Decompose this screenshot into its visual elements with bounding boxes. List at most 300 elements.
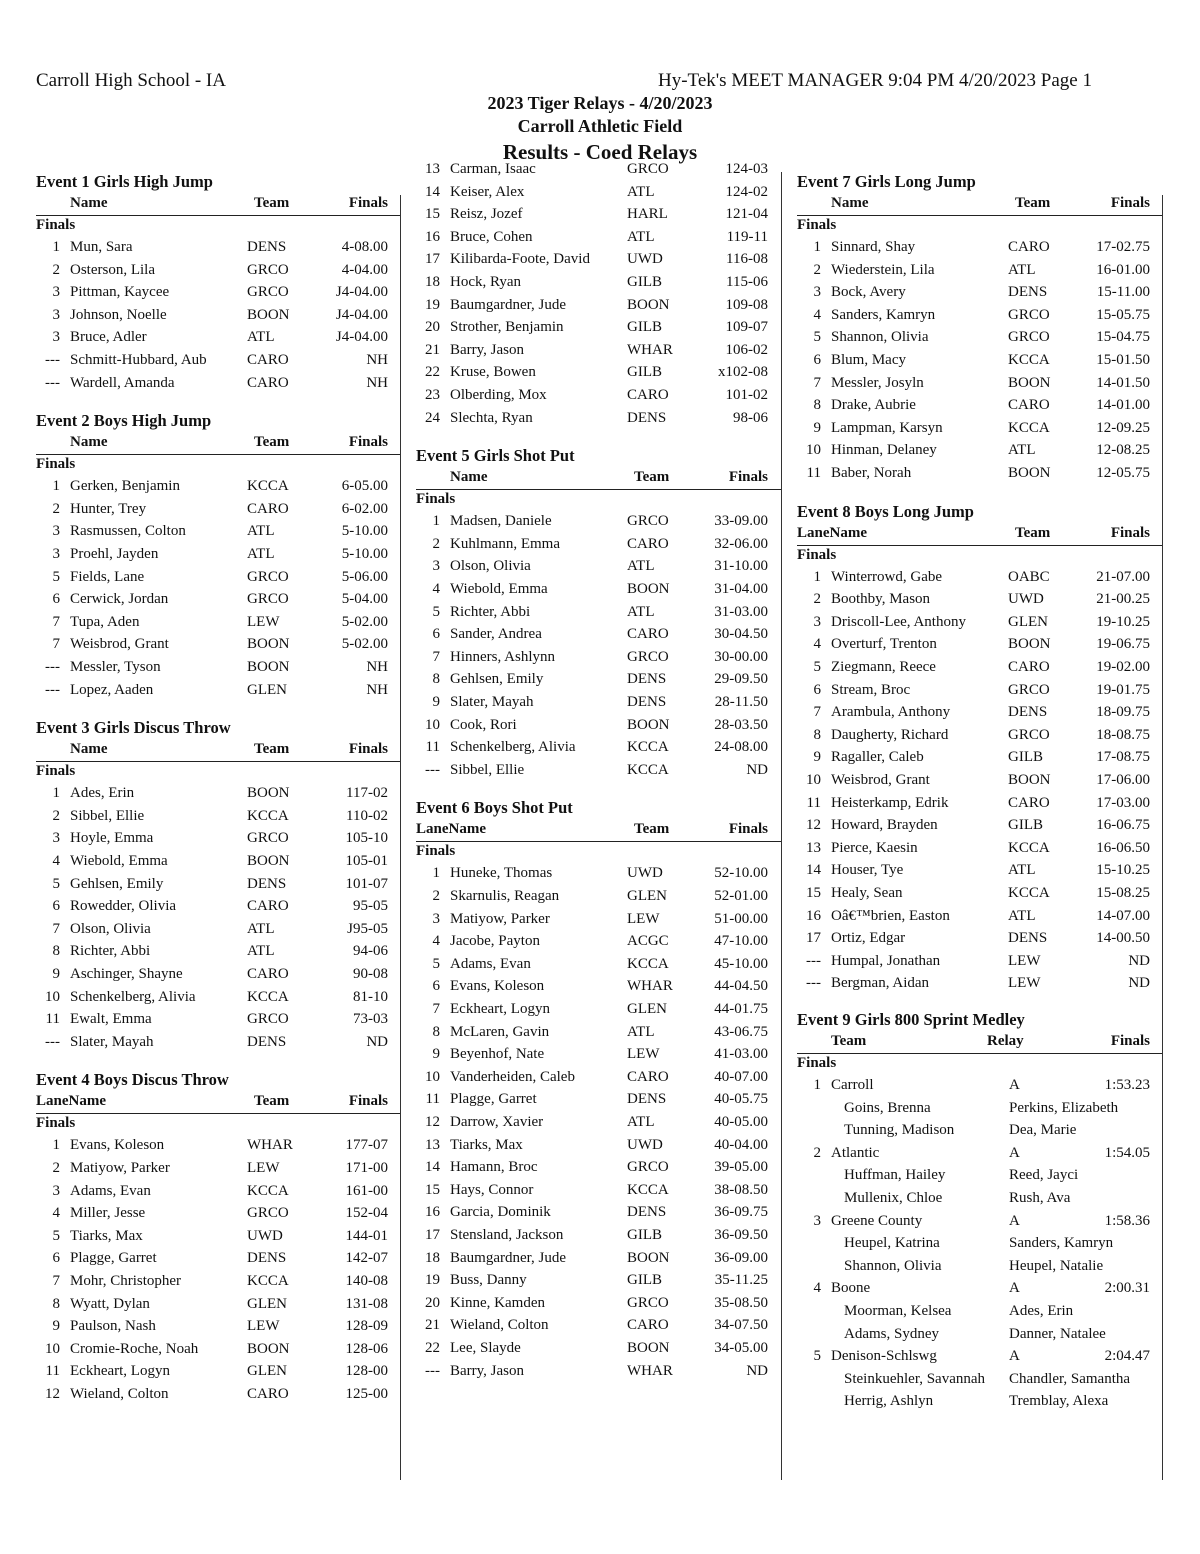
- team-code: BOON: [247, 636, 290, 653]
- team-code: ATL: [627, 1023, 655, 1040]
- team-code: DENS: [1008, 704, 1048, 721]
- place: 6: [52, 898, 60, 915]
- athlete-name: Driscoll-Lee, Anthony: [831, 613, 966, 630]
- athlete-name: Pittman, Kaycee: [70, 284, 170, 301]
- place: 11: [425, 1091, 440, 1108]
- place: 1: [813, 239, 821, 255]
- result-row: [797, 307, 1163, 329]
- team-code: GRCO: [1008, 329, 1050, 346]
- place: 13: [425, 161, 440, 177]
- result-row: [416, 184, 781, 206]
- team-code: ATL: [247, 920, 275, 937]
- relay-runners-row: [797, 1258, 1163, 1280]
- final-mark: J95-05: [347, 920, 388, 937]
- team-code: CARO: [1008, 794, 1050, 811]
- athlete-name: Eckheart, Logyn: [450, 1001, 550, 1017]
- place: 1: [52, 239, 60, 255]
- relay-team-name: Carroll: [831, 1077, 874, 1093]
- result-row: [797, 840, 1163, 862]
- place: 23: [425, 387, 440, 403]
- team-code: CARO: [627, 626, 669, 643]
- final-mark: 36-09.00: [714, 1249, 768, 1266]
- athlete-name: Cook, Rori: [450, 716, 517, 733]
- event-table-header: [36, 432, 401, 455]
- place: 3: [432, 910, 440, 927]
- place: 6: [432, 626, 440, 643]
- final-mark: 95-05: [353, 898, 388, 915]
- finals-section-label: Finals: [416, 491, 456, 508]
- place: ---: [425, 761, 440, 778]
- runner-name: Danner, Natalee: [1009, 1325, 1106, 1342]
- result-row: [416, 717, 781, 739]
- name-column-header: Name: [831, 195, 869, 211]
- result-row: [797, 795, 1163, 817]
- final-mark: 6-02.00: [341, 500, 388, 517]
- team-column-header: Team: [831, 1033, 867, 1049]
- place: 7: [813, 704, 821, 721]
- final-mark: 30-04.50: [714, 626, 768, 643]
- result-row: [797, 420, 1163, 442]
- place: ---: [45, 352, 60, 368]
- final-mark: 12-08.25: [1096, 442, 1150, 459]
- result-row: [416, 1295, 781, 1317]
- athlete-name: Gerken, Benjamin: [70, 478, 180, 495]
- place: 1: [52, 1137, 60, 1154]
- final-mark: 142-07: [345, 1250, 388, 1267]
- result-row: [416, 410, 781, 432]
- athlete-name: Healy, Sean: [831, 885, 903, 901]
- team-code: KCCA: [627, 1181, 669, 1198]
- result-row: [797, 569, 1163, 591]
- athlete-name: Messler, Tyson: [70, 659, 161, 675]
- name-column-header: Name: [70, 434, 108, 451]
- athlete-name: Kilibarda-Foote, David: [450, 251, 590, 268]
- final-mark: 15-11.00: [1096, 284, 1150, 301]
- final-mark: NH: [366, 681, 388, 698]
- team-code: GRCO: [247, 1205, 289, 1222]
- athlete-name: Jacobe, Payton: [450, 933, 540, 950]
- final-mark: NH: [366, 352, 388, 368]
- event-table-header: [797, 523, 1163, 546]
- result-row: [797, 817, 1163, 839]
- column-divider: [400, 195, 401, 1480]
- place: 13: [806, 839, 821, 856]
- final-mark: 32-06.00: [714, 535, 768, 552]
- team-code: ATL: [247, 546, 275, 562]
- relay-runners-row: [797, 1100, 1163, 1122]
- final-mark: 19-01.75: [1096, 681, 1150, 698]
- team-column-header: Team: [254, 195, 290, 211]
- team-code: ATL: [247, 329, 275, 346]
- athlete-name: Sibbel, Ellie: [70, 807, 145, 824]
- relay-letter: A: [1009, 1348, 1020, 1365]
- final-mark: 12-05.75: [1096, 465, 1150, 481]
- finals-section-label: Finals: [797, 217, 837, 233]
- place: 24: [425, 409, 440, 426]
- team-code: WHAR: [247, 1137, 293, 1154]
- place: 1: [813, 1077, 821, 1093]
- final-mark: 29-09.50: [714, 671, 768, 688]
- athlete-name: Madsen, Daniele: [450, 513, 552, 530]
- athlete-name: Ragaller, Caleb: [831, 749, 924, 766]
- place: 18: [425, 1249, 440, 1266]
- place: 6: [813, 352, 821, 368]
- final-mark: 34-05.00: [714, 1340, 768, 1356]
- place: 5: [813, 1348, 821, 1365]
- final-mark: 124-03: [725, 161, 768, 177]
- relay-time: 2:00.31: [1104, 1280, 1150, 1297]
- athlete-name: Baumgardner, Jude: [450, 296, 567, 313]
- team-column-header: Team: [1015, 195, 1051, 211]
- runner-name: Huffman, Hailey: [844, 1167, 946, 1184]
- result-row: [797, 908, 1163, 930]
- result-row: [36, 352, 401, 374]
- relay-runners-row: [797, 1393, 1163, 1415]
- final-mark: ND: [746, 1362, 768, 1379]
- place: 11: [425, 739, 440, 756]
- final-mark: 44-01.75: [714, 1001, 768, 1017]
- team-code: CARO: [247, 352, 289, 368]
- relay-team-name: Boone: [831, 1280, 871, 1297]
- result-row: [797, 682, 1163, 704]
- result-row: [797, 614, 1163, 636]
- finals-column-header: Finals: [348, 434, 388, 451]
- event-table-header: [36, 193, 401, 216]
- event-title: Event 8 Boys Long Jump: [797, 501, 974, 521]
- athlete-name: Evans, Koleson: [70, 1137, 165, 1154]
- team-column-header: Team: [634, 469, 670, 486]
- result-row: [36, 808, 401, 830]
- team-code: WHAR: [627, 978, 673, 995]
- finals-column-header: Finals: [1110, 1033, 1150, 1049]
- final-mark: x102-08: [718, 364, 768, 381]
- runner-name: Mullenix, Chloe: [844, 1190, 943, 1206]
- result-row: [36, 591, 401, 613]
- event-title: Event 3 Girls Discus Throw: [36, 718, 231, 738]
- athlete-name: Osterson, Lila: [70, 261, 155, 278]
- place: 3: [813, 1212, 821, 1229]
- result-row: [36, 876, 401, 898]
- place: 2: [813, 261, 821, 278]
- final-mark: 15-05.75: [1096, 306, 1150, 323]
- place: 10: [425, 1068, 440, 1085]
- athlete-name: Stensland, Jackson: [450, 1227, 564, 1243]
- place: 3: [52, 830, 60, 847]
- finals-column-header: Finals: [1110, 195, 1150, 211]
- team-code: ATL: [247, 943, 275, 960]
- final-mark: 14-01.00: [1096, 397, 1150, 414]
- athlete-name: Baber, Norah: [831, 465, 912, 481]
- column-divider: [781, 172, 782, 1480]
- event-table-header: [416, 819, 781, 842]
- result-row: [797, 591, 1163, 613]
- final-mark: 15-01.50: [1096, 352, 1150, 368]
- result-row: [416, 1182, 781, 1204]
- result-row: [797, 239, 1163, 261]
- result-row: [416, 581, 781, 603]
- team-column-header: Team: [254, 434, 290, 451]
- athlete-name: Strother, Benjamin: [450, 319, 564, 336]
- team-code: CARO: [627, 1317, 669, 1334]
- event-table-header: [797, 193, 1163, 216]
- result-row: [36, 1011, 401, 1033]
- place: 17: [425, 1227, 440, 1243]
- team-code: UWD: [627, 251, 663, 268]
- athlete-name: Cromie-Roche, Noah: [70, 1340, 199, 1357]
- runner-name: Shannon, Olivia: [844, 1257, 942, 1274]
- result-row: [797, 885, 1163, 907]
- athlete-name: Weisbrod, Grant: [70, 636, 169, 653]
- athlete-name: Rasmussen, Colton: [70, 523, 186, 540]
- place: 3: [52, 1182, 60, 1199]
- finals-column-header: Finals: [728, 821, 768, 838]
- team-code: DENS: [247, 875, 287, 892]
- place: 8: [432, 671, 440, 688]
- final-mark: J4-04.00: [335, 329, 388, 346]
- athlete-name: Cerwick, Jordan: [70, 591, 169, 608]
- team-code: LEW: [1008, 975, 1041, 992]
- result-row: [416, 536, 781, 558]
- place: 22: [425, 1340, 440, 1356]
- team-code: GRCO: [247, 830, 289, 847]
- team-code: ATL: [627, 603, 655, 620]
- team-code: GILB: [1008, 817, 1043, 834]
- team-code: ATL: [1008, 907, 1036, 924]
- relay-team-name: Greene County: [831, 1212, 923, 1229]
- finals-column-header: Finals: [348, 195, 388, 211]
- team-code: GRCO: [247, 568, 289, 585]
- athlete-name: Wieland, Colton: [450, 1317, 549, 1334]
- result-row: [797, 772, 1163, 794]
- result-row: [797, 442, 1163, 464]
- final-mark: 14-07.00: [1096, 907, 1150, 924]
- place: 5: [52, 875, 60, 892]
- place: 9: [813, 749, 821, 766]
- name-column-header: Name: [450, 469, 488, 486]
- result-row: [36, 1386, 401, 1408]
- result-row: [797, 397, 1163, 419]
- athlete-name: Garcia, Dominik: [450, 1204, 551, 1221]
- result-row: [36, 284, 401, 306]
- athlete-name: Lopez, Aaden: [70, 681, 154, 698]
- result-row: [416, 1137, 781, 1159]
- athlete-name: Lee, Slayde: [450, 1340, 521, 1356]
- final-mark: 98-06: [733, 409, 768, 426]
- place: 5: [813, 329, 821, 346]
- place: 17: [425, 251, 440, 268]
- athlete-name: Richter, Abbi: [450, 603, 531, 620]
- event-title: Event 1 Girls High Jump: [36, 172, 213, 191]
- place: 7: [432, 648, 440, 665]
- runner-name: Chandler, Samantha: [1009, 1370, 1131, 1387]
- team-code: GRCO: [247, 591, 289, 608]
- final-mark: 101-02: [725, 387, 768, 403]
- final-mark: 15-08.25: [1096, 885, 1150, 901]
- result-row: [416, 1001, 781, 1023]
- final-mark: 45-10.00: [714, 955, 768, 972]
- result-row: [416, 933, 781, 955]
- team-code: CARO: [247, 966, 289, 982]
- athlete-name: Hays, Connor: [450, 1181, 534, 1198]
- place: 2: [52, 500, 60, 517]
- place: 19: [425, 1272, 440, 1289]
- athlete-name: Carman, Isaac: [450, 161, 536, 177]
- runner-name: Dea, Marie: [1009, 1122, 1077, 1139]
- team-code: GRCO: [1008, 726, 1050, 743]
- result-row: [36, 307, 401, 329]
- result-row: [36, 569, 401, 591]
- team-code: BOON: [247, 306, 290, 323]
- final-mark: J4-04.00: [335, 306, 388, 323]
- team-column-header: Team: [254, 741, 290, 758]
- result-row: [797, 953, 1163, 975]
- final-mark: 40-05.00: [714, 1114, 768, 1130]
- result-row: [416, 342, 781, 364]
- athlete-name: Fields, Lane: [70, 568, 145, 585]
- relay-team-name: Denison-Schlswg: [831, 1348, 937, 1365]
- place: 6: [432, 978, 440, 995]
- athlete-name: Matiyow, Parker: [450, 910, 550, 927]
- team-code: WHAR: [627, 341, 673, 358]
- athlete-name: Barry, Jason: [450, 341, 525, 358]
- name-column-header: Name: [70, 195, 108, 211]
- runner-name: Sanders, Kamryn: [1009, 1235, 1114, 1252]
- team-code: UWD: [627, 1136, 663, 1153]
- team-code: BOON: [627, 716, 670, 733]
- final-mark: 21-07.00: [1096, 568, 1150, 585]
- place: 2: [432, 535, 440, 552]
- athlete-name: Overturf, Trenton: [831, 636, 937, 653]
- team-code: KCCA: [1008, 352, 1050, 368]
- final-mark: 17-03.00: [1096, 794, 1150, 811]
- team-code: KCCA: [627, 761, 669, 778]
- place: 8: [52, 1295, 60, 1312]
- place: 12: [45, 1386, 60, 1402]
- final-mark: ND: [1128, 952, 1150, 969]
- relay-letter: A: [1009, 1280, 1020, 1297]
- athlete-name: Mun, Sara: [70, 239, 133, 255]
- result-row: [416, 739, 781, 761]
- runner-name: Moorman, Kelsea: [844, 1303, 952, 1319]
- finals-column-header: Finals: [348, 1093, 388, 1110]
- team-code: ATL: [627, 228, 655, 245]
- athlete-name: Weisbrod, Grant: [831, 772, 930, 788]
- athlete-name: Tupa, Aden: [70, 613, 140, 630]
- result-row: [797, 329, 1163, 351]
- team-code: KCCA: [247, 988, 289, 1005]
- athlete-name: Hunter, Trey: [70, 500, 147, 517]
- result-row: [416, 1227, 781, 1249]
- team-code: KCCA: [1008, 885, 1050, 901]
- team-code: ATL: [627, 558, 655, 575]
- athlete-name: Mohr, Christopher: [70, 1273, 182, 1289]
- result-row: [36, 1273, 401, 1295]
- result-row: [797, 284, 1163, 306]
- runner-name: Tremblay, Alexa: [1009, 1393, 1109, 1410]
- final-mark: 35-11.25: [714, 1272, 768, 1289]
- result-row: [416, 558, 781, 580]
- result-row: [416, 364, 781, 386]
- final-mark: 161-00: [345, 1182, 388, 1199]
- team-code: CARO: [627, 1068, 669, 1085]
- final-mark: 117-02: [346, 785, 388, 802]
- result-row: [36, 966, 401, 988]
- athlete-name: Ziegmann, Reece: [831, 659, 936, 675]
- team-code: DENS: [247, 239, 287, 255]
- team-code: WHAR: [627, 1362, 673, 1379]
- team-code: DENS: [247, 1250, 287, 1267]
- athlete-name: Kuhlmann, Emma: [450, 535, 560, 552]
- result-row: [416, 513, 781, 535]
- place: 4: [813, 636, 821, 653]
- runner-name: Ades, Erin: [1009, 1303, 1074, 1319]
- event-title: Event 9 Girls 800 Sprint Medley: [797, 1010, 1025, 1029]
- final-mark: 152-04: [345, 1205, 388, 1222]
- final-mark: 40-04.00: [714, 1136, 768, 1153]
- result-row: [36, 614, 401, 636]
- venue-title: Carroll Athletic Field: [517, 116, 683, 136]
- place: 7: [432, 1001, 440, 1017]
- team-code: CARO: [1008, 397, 1050, 414]
- place: 8: [813, 726, 821, 743]
- place: 2: [432, 888, 440, 904]
- place: 9: [52, 966, 60, 982]
- runner-name: Herrig, Ashlyn: [844, 1393, 934, 1410]
- team-code: KCCA: [247, 1182, 289, 1199]
- athlete-name: Wardell, Amanda: [70, 374, 175, 391]
- finals-section-label: Finals: [416, 843, 456, 860]
- result-row: [416, 274, 781, 296]
- final-mark: 119-11: [726, 228, 768, 245]
- event-table-header: [36, 1091, 401, 1114]
- result-row: [36, 1296, 401, 1318]
- place: 21: [425, 1317, 440, 1334]
- result-row: [36, 1228, 401, 1250]
- team-code: KCCA: [247, 807, 289, 824]
- final-mark: 30-00.00: [714, 648, 768, 665]
- team-code: CARO: [1008, 659, 1050, 675]
- final-mark: 4-04.00: [341, 261, 388, 278]
- result-row: [36, 375, 401, 397]
- final-mark: 5-10.00: [341, 546, 388, 562]
- athlete-name: Sander, Andrea: [450, 626, 542, 643]
- final-mark: 12-09.25: [1096, 419, 1150, 436]
- final-mark: 28-11.50: [714, 694, 768, 710]
- athlete-name: Bock, Avery: [831, 284, 906, 301]
- athlete-name: Miller, Jesse: [70, 1205, 146, 1222]
- result-row: [797, 352, 1163, 374]
- athlete-name: Plagge, Garret: [450, 1091, 537, 1108]
- team-code: GLEN: [247, 1295, 287, 1312]
- final-mark: 15-04.75: [1096, 329, 1150, 346]
- place: 5: [52, 568, 60, 585]
- team-code: CARO: [247, 1386, 289, 1402]
- team-code: KCCA: [627, 739, 669, 756]
- athlete-name: Huneke, Thomas: [450, 865, 553, 882]
- result-row: [36, 989, 401, 1011]
- athlete-name: Bruce, Cohen: [450, 228, 533, 245]
- result-row: [416, 1069, 781, 1091]
- place: ---: [45, 681, 60, 698]
- final-mark: 73-03: [353, 1011, 388, 1028]
- place: 5: [813, 659, 821, 675]
- final-mark: ND: [1128, 975, 1150, 992]
- team-code: ATL: [1008, 261, 1036, 278]
- team-code: DENS: [627, 671, 667, 688]
- athlete-name: Adams, Evan: [450, 955, 531, 972]
- athlete-name: Slechta, Ryan: [450, 409, 533, 426]
- team-code: CARO: [247, 374, 289, 391]
